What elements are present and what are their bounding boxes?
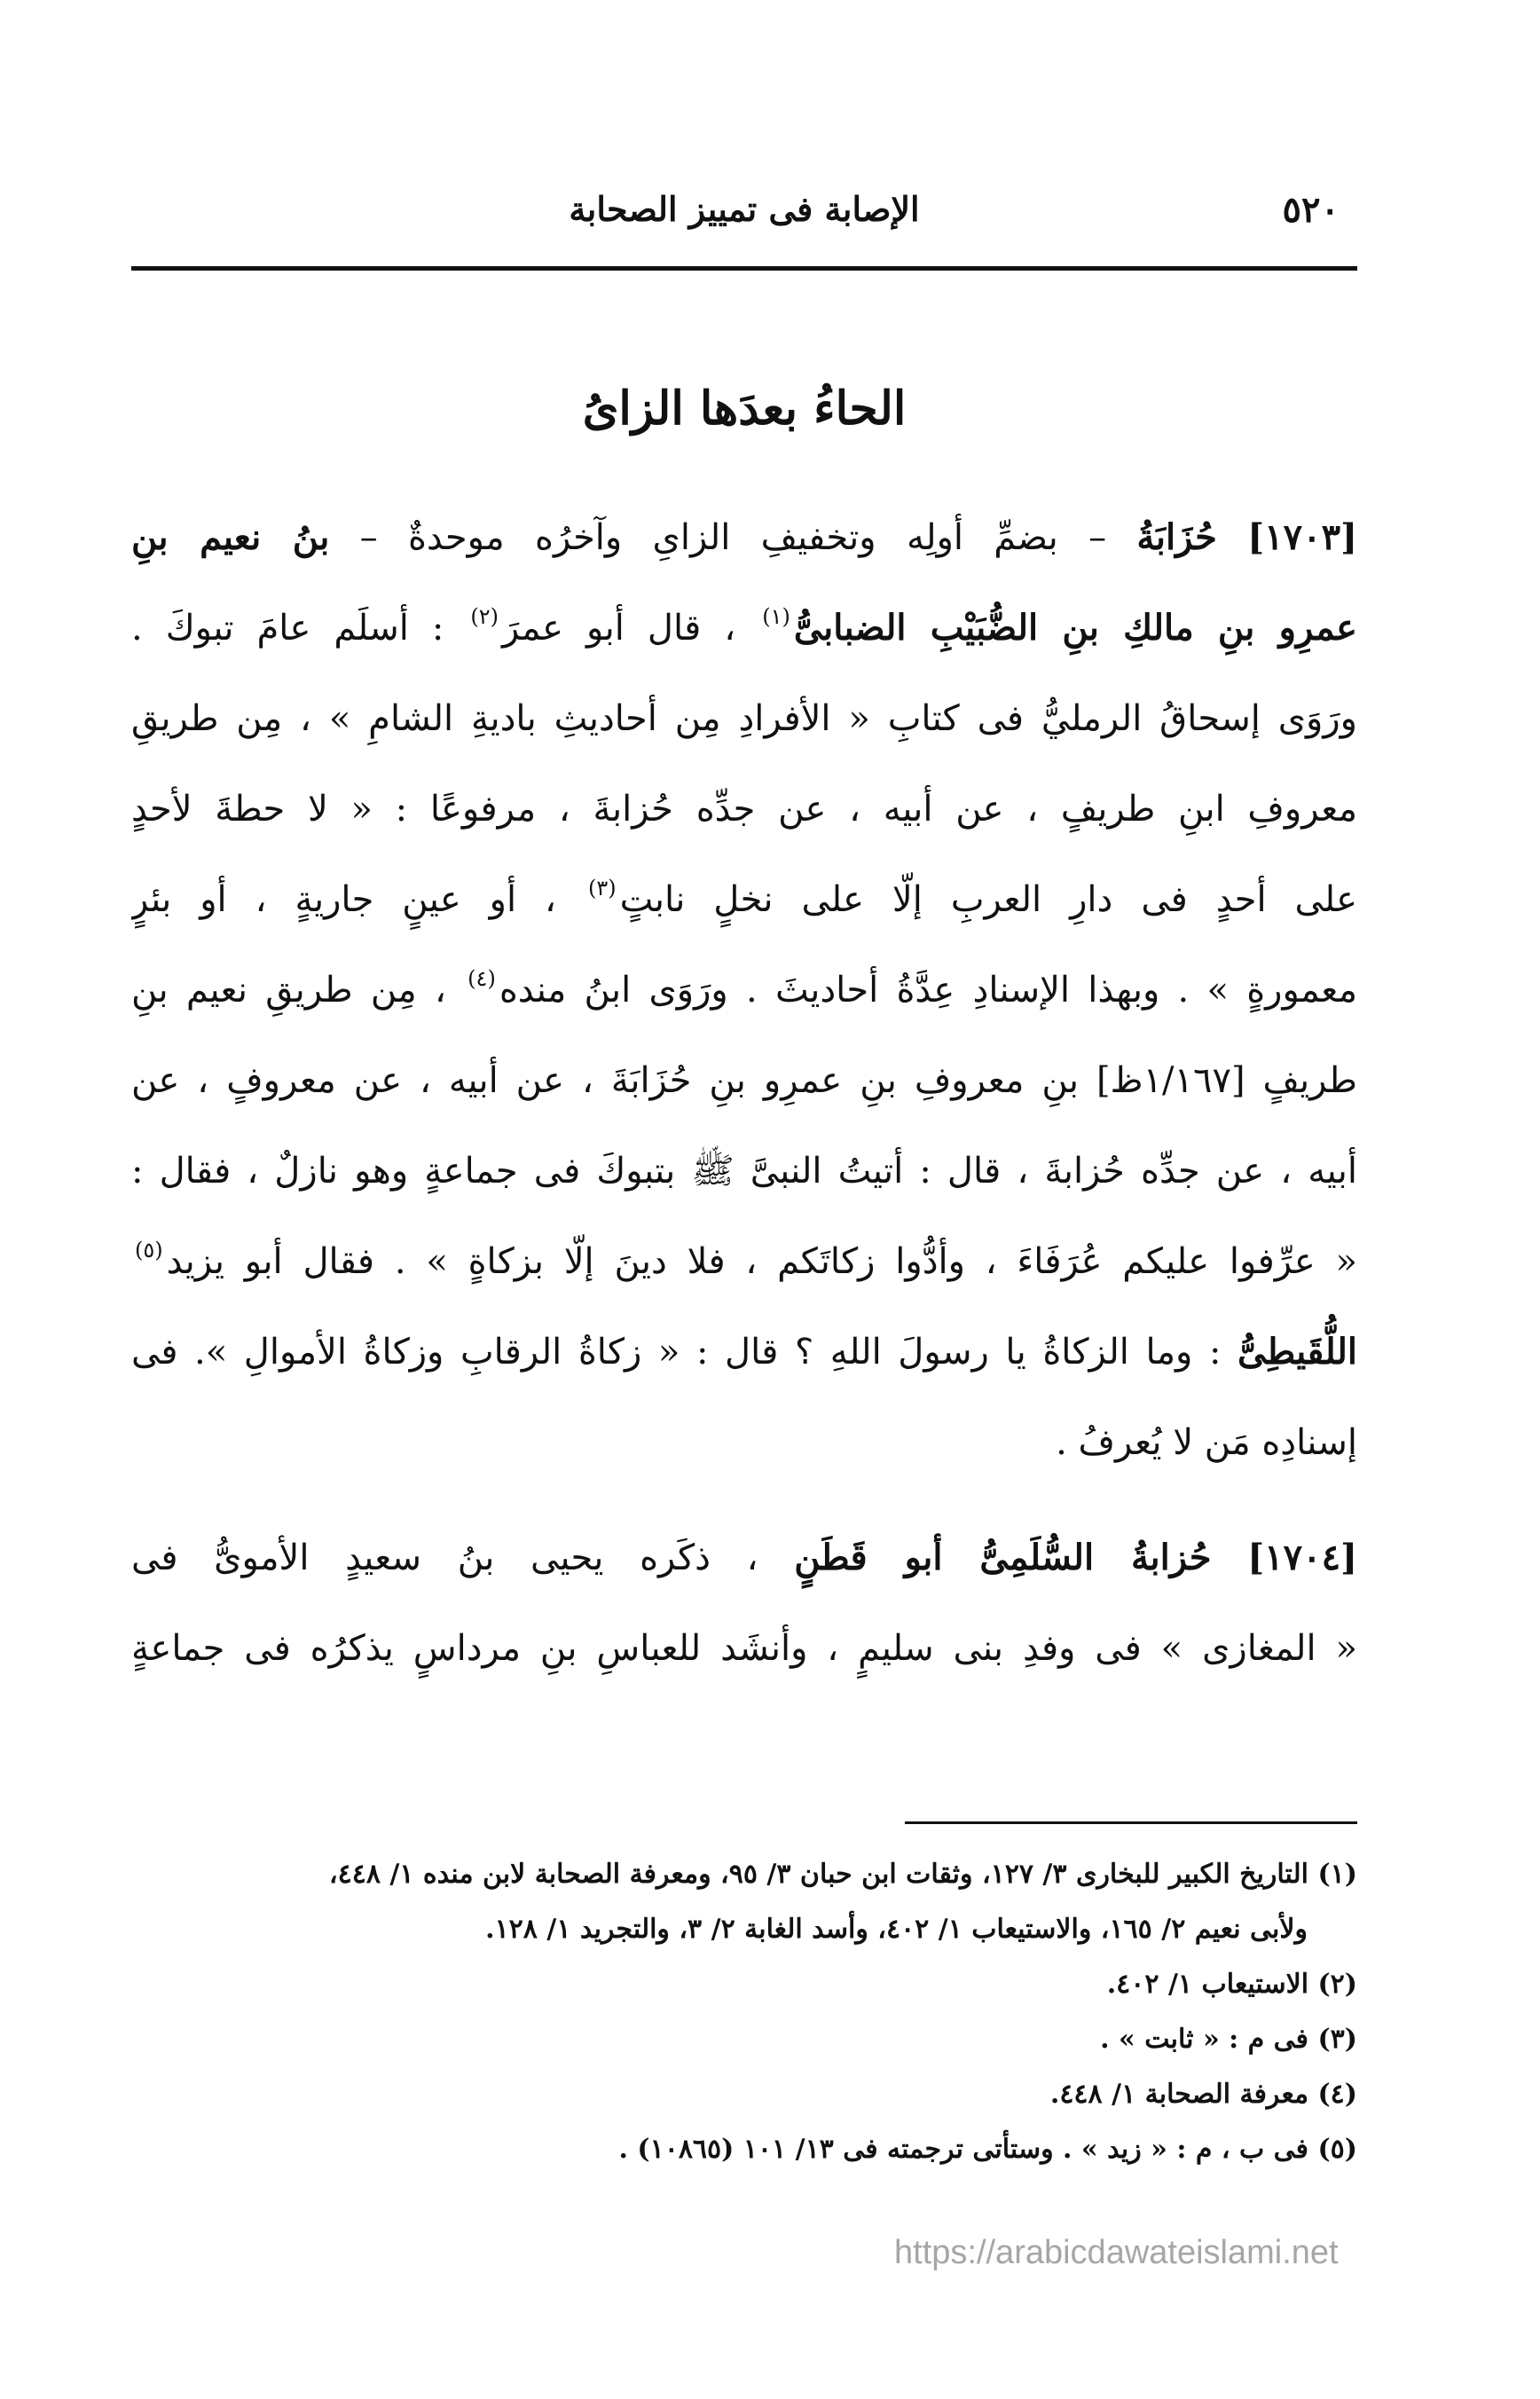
entry-text: ، قال أبو عمرَ <box>501 608 736 649</box>
entry-text: ، ذكَره يحيى بنُ سعيدٍ الأموىُّ فى <box>131 1538 758 1578</box>
entry-1703-line-11: إسنادِه مَن لا يُعرفُ . <box>1056 1422 1357 1463</box>
entry-number: [١٧٠٣] <box>1247 516 1357 558</box>
footnote-rule <box>905 1821 1357 1824</box>
entry-text: : وما الزكاةُ يا رسولَ اللهِ ؟ قال : « زكاةُ الرقابِ وزكاةُ الأموالِ ». فى <box>131 1332 1222 1373</box>
footnote-4: (٤) معرفة الصحابة ١/ ٤٤٨. <box>1049 2079 1357 2110</box>
entry-1703-line-5 <box>131 854 1357 945</box>
running-title: الإصابة فى تمييز الصحابة <box>569 189 920 229</box>
entry-1703-line-1 <box>131 492 1357 583</box>
page-header <box>131 182 1357 244</box>
entry-1703-line-3: ورَوَى إسحاقُ الرمليُّ فى كتابِ « الأفرادِ مِن أحاديثِ باديةِ الشامِ » ، مِن طريقِ <box>131 698 1357 739</box>
entry-1704 <box>131 1513 1357 1694</box>
footnote-2: (٢) الاستيعاب ١/ ٤٠٢. <box>1106 1969 1357 2000</box>
page-number: ٥٢٠ <box>1282 189 1340 231</box>
entry-text: ، أو عينٍ جاريةٍ ، أو بئرٍ <box>131 879 556 920</box>
entry-1703-line-7: طريفٍ [١/١٦٧ظ] بنِ معروفِ بنِ عمرِو بنِ حُزَابَةَ ، عن أبيه ، عن معروفٍ ، عن <box>131 1060 1357 1101</box>
footnote-5: (٥) فى ب ، م : « زيد » . وستأتى ترجمته فى ١٣/ ١٠١ (١٠٨٦٥) . <box>618 2134 1357 2165</box>
entry-1703-line-10 <box>131 1307 1357 1397</box>
entry-name: حُزَابَةُ <box>1136 516 1217 558</box>
entry-1703-line-6 <box>131 945 1357 1035</box>
entry-text: – بضمِّ أولِه وتخفيفِ الزاىِ وآخرُه موحدةٌ – <box>359 517 1107 558</box>
entry-lineage: عمرِو بنِ مالكِ بنِ الضُّبَيْبِ الضبابىُّ <box>793 607 1357 649</box>
entry-1703 <box>131 492 1357 1488</box>
entry-1704-line-2: « المغازى » فى وفدِ بنى سليمٍ ، وأنشَد للعباسِ بنِ مرداسٍ يذكرُه فى جماعةٍ <box>131 1628 1357 1669</box>
footnote-3: (٣) فى م : « ثابت » . <box>1100 2024 1357 2055</box>
entry-lineage: بنُ نعيم بنِ <box>131 516 330 558</box>
footnote-ref-5[interactable]: (٥) <box>135 1238 163 1262</box>
entry-1703-line-8: أبيه ، عن جدِّه حُزابةَ ، قال : أتيتُ النبىَّ ﷺ بتبوكَ فى جماعةٍ وهو نازلٌ ، فقال : <box>131 1151 1357 1192</box>
section-title: الحاءُ بعدَها الزاىُ <box>582 381 907 436</box>
header-rule <box>131 266 1357 271</box>
entry-1703-line-9 <box>131 1216 1357 1307</box>
footnote-ref-2[interactable]: (٢) <box>470 604 499 629</box>
entry-1703-line-2 <box>131 583 1357 673</box>
watermark-url: https://arabicdawateislami.net <box>894 2234 1339 2271</box>
entry-text: ، مِن طريقِ نعيم بنِ <box>131 970 446 1011</box>
entry-name: حُزابةُ السُّلَمِىُّ أبو قَطَنٍ <box>794 1537 1212 1578</box>
entry-1704-line-1 <box>131 1513 1357 1603</box>
entry-text: : أسلَم عامَ تبوكَ . <box>131 608 444 649</box>
footnote-ref-4[interactable]: (٤) <box>468 966 496 991</box>
footnote-1-line-2: ولأبى نعيم ٢/ ١٦٥، والاستيعاب ١/ ٤٠٢، وأسد الغابة ٢/ ٣، والتجريد ١/ ١٢٨. <box>485 1914 1308 1945</box>
entry-text: « عرِّفوا عليكم عُرَفَاءَ ، وأدُّوا زكاتَكم ، فلا دينَ إلّا بزكاةٍ » . فقال أبو يزيد <box>166 1241 1357 1282</box>
entry-number: [١٧٠٤] <box>1247 1537 1357 1578</box>
footnote-ref-3[interactable]: (٣) <box>587 876 617 901</box>
entry-name: اللُّقَيطِىُّ <box>1238 1331 1357 1373</box>
entry-text: معمورةٍ » . وبهذا الإسنادِ عِدَّةُ أحاديثَ . ورَوَى ابنُ منده <box>499 970 1357 1011</box>
entry-1703-line-4: معروفِ ابنِ طريفٍ ، عن أبيه ، عن جدِّه حُزابةَ ، مرفوعًا : « لا حطةَ لأحدٍ <box>131 789 1357 830</box>
footnote-ref-1[interactable]: (١) <box>762 604 790 629</box>
footnotes <box>131 1847 1357 2177</box>
footnote-1-line-1: (١) التاريخ الكبير للبخارى ٣/ ١٢٧، وثقات ابن حبان ٣/ ٩٥، ومعرفة الصحابة لابن منده ١/ ٤٤٨، <box>328 1859 1357 1890</box>
entry-text: على أحدٍ فى دارِ العربِ إلّا على نخلٍ نابتٍ <box>619 879 1357 920</box>
